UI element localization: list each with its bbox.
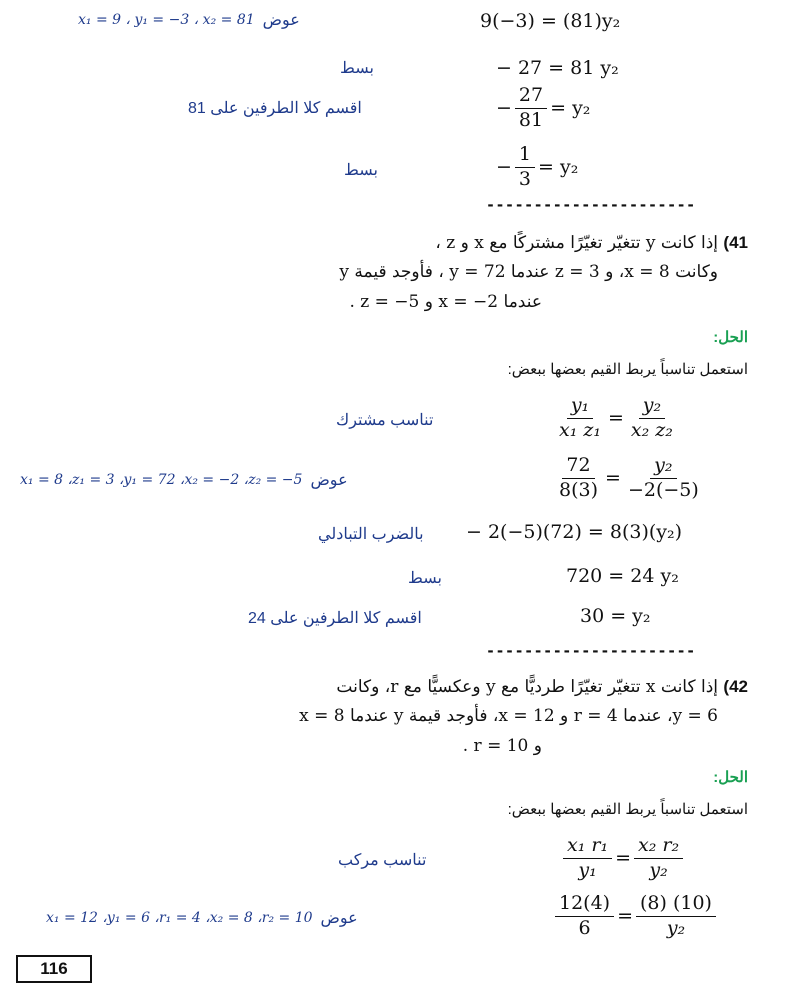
problem-42-line2: 6 = y، عندما 4 = r و 12 = x، فأوجد قيمة y عندما 8 = x — [299, 706, 718, 726]
s41-step2-left-fraction — [555, 455, 602, 502]
s41-step1-right-num: y₂ — [639, 395, 665, 419]
s41-step3-equation: − 2(−5)(72) = 8(3)(y₂) — [466, 521, 683, 543]
step4-fraction — [515, 144, 535, 191]
solution-label-42: الحل: — [713, 769, 748, 786]
s42-step1-left-fraction — [563, 835, 612, 882]
s42-step1-right-num: x₂ r₂ — [634, 835, 683, 859]
step2-equation: − 27 = 81 y₂ — [496, 57, 619, 79]
s42-step1-left-num: x₁ r₁ — [563, 835, 612, 859]
step2-note: بسط — [340, 60, 374, 77]
s42-step2-equation — [552, 893, 719, 940]
divider-1: ---------------------- — [486, 196, 696, 214]
s41-step2-right-den: −2(−5) — [627, 478, 699, 501]
s42-step2-right-num: (8) (10) — [636, 893, 716, 917]
step1-note — [78, 10, 300, 30]
step3-sign: − — [496, 97, 512, 120]
problem-42-number: 42) — [723, 677, 748, 696]
step1-note-values: x₁ = 9 ، y₁ = −3 ، x₂ = 81 — [78, 12, 255, 28]
step3-equation — [496, 85, 590, 132]
step3-rhs: = y₂ — [550, 97, 591, 120]
step3-denominator: 81 — [518, 108, 544, 131]
problem-41-number: 41) — [723, 233, 748, 252]
problem-41-line2: وكانت 8 = x، و 3 = z عندما 72 = y ، فأوجد قيمة y — [339, 262, 718, 282]
s41-step1-equation — [552, 395, 680, 442]
step4-note: بسط — [344, 162, 378, 179]
problem-42-line1 — [336, 672, 748, 702]
step3-fraction — [515, 85, 547, 132]
s41-step2-left-den: 8(3) — [559, 478, 599, 501]
s41-step1-right-den: x₂ z₂ — [630, 418, 673, 441]
s41-step2-equation — [552, 455, 706, 502]
step4-equation — [496, 144, 578, 191]
s42-step2-left-den: 6 — [578, 916, 591, 939]
intro-41: استعمل تناسباً يربط القيم بعضها ببعض: — [507, 361, 748, 378]
step4-numerator: 1 — [515, 144, 535, 168]
s42-step1-left-den: y₁ — [578, 858, 597, 881]
step4-rhs: = y₂ — [538, 156, 579, 179]
s41-step1-equals: = — [608, 407, 624, 430]
problem-42-line3: و 10 = r . — [462, 736, 542, 756]
s41-step2-note-values: x₁ = 8 ،z₁ = 3 ،y₁ = 72 ،x₂ = −2 ،z₂ = −5 — [20, 472, 303, 488]
divider-2: ---------------------- — [486, 642, 696, 660]
s42-step2-left-fraction — [555, 893, 614, 940]
s42-step1-note: تناسب مركب — [338, 852, 427, 869]
s42-step2-note — [46, 908, 358, 928]
intro-42: استعمل تناسباً يربط القيم بعضها ببعض: — [507, 801, 748, 818]
step3-note: اقسم كلا الطرفين على 81 — [188, 100, 362, 117]
s42-step2-right-fraction — [636, 893, 716, 940]
s41-step1-note: تناسب مشترك — [336, 412, 434, 429]
s42-step2-right-den: y₂ — [666, 916, 686, 939]
s41-step2-left-num: 72 — [562, 455, 594, 479]
s42-step2-note-word: عوض — [320, 910, 358, 927]
s41-step4-equation: 720 = 24 y₂ — [566, 565, 679, 587]
step1-equation: 9(−3) = (81)y₂ — [480, 10, 621, 32]
s42-step1-right-den: y₂ — [649, 858, 668, 881]
problem-41-line1 — [435, 228, 748, 258]
step1-note-word: عوض — [262, 12, 300, 29]
s41-step1-right-fraction — [627, 395, 677, 442]
s42-step1-equals: = — [615, 847, 631, 870]
s42-step2-left-num: 12(4) — [555, 893, 614, 917]
solution-label-41: الحل: — [713, 329, 748, 346]
s41-step5-equation: 30 = y₂ — [580, 605, 651, 627]
s41-step1-left-den: x₁ z₁ — [559, 418, 601, 441]
s41-step2-right-num: y₂ — [650, 455, 676, 479]
s41-step3-note: بالضرب التبادلي — [318, 526, 424, 543]
s42-step1-right-fraction — [634, 835, 683, 882]
s41-step5-note: اقسم كلا الطرفين على 24 — [248, 610, 422, 627]
s41-step2-note — [20, 470, 348, 490]
s41-step2-right-fraction — [624, 455, 703, 502]
s41-step1-left-fraction — [555, 395, 605, 442]
s42-step2-equals: = — [617, 905, 634, 928]
s42-step2-note-values: x₁ = 12 ،y₁ = 6 ،r₁ = 4 ،x₂ = 8 ،r₂ = 10 — [46, 910, 313, 926]
s42-step1-equation — [560, 835, 686, 882]
problem-42-text-1: إذا كانت x تتغيّر تغيّرًا طرديًّا مع y وعكسيًّا مع r، وكانت — [336, 677, 718, 697]
s41-step1-left-num: y₁ — [567, 395, 593, 419]
page-number: 116 — [16, 955, 92, 983]
step3-numerator: 27 — [515, 85, 547, 109]
s41-step4-note: بسط — [408, 570, 442, 587]
step4-sign: − — [496, 156, 512, 179]
problem-41-text-1: إذا كانت y تتغيّر تغيّرًا مشتركًا مع x و z ، — [435, 233, 718, 253]
s41-step2-equals: = — [605, 467, 621, 490]
s41-step2-note-word: عوض — [310, 472, 348, 489]
step4-denominator: 3 — [518, 167, 532, 190]
problem-41-line3: عندما 2− = x و 5− = z . — [349, 292, 542, 312]
